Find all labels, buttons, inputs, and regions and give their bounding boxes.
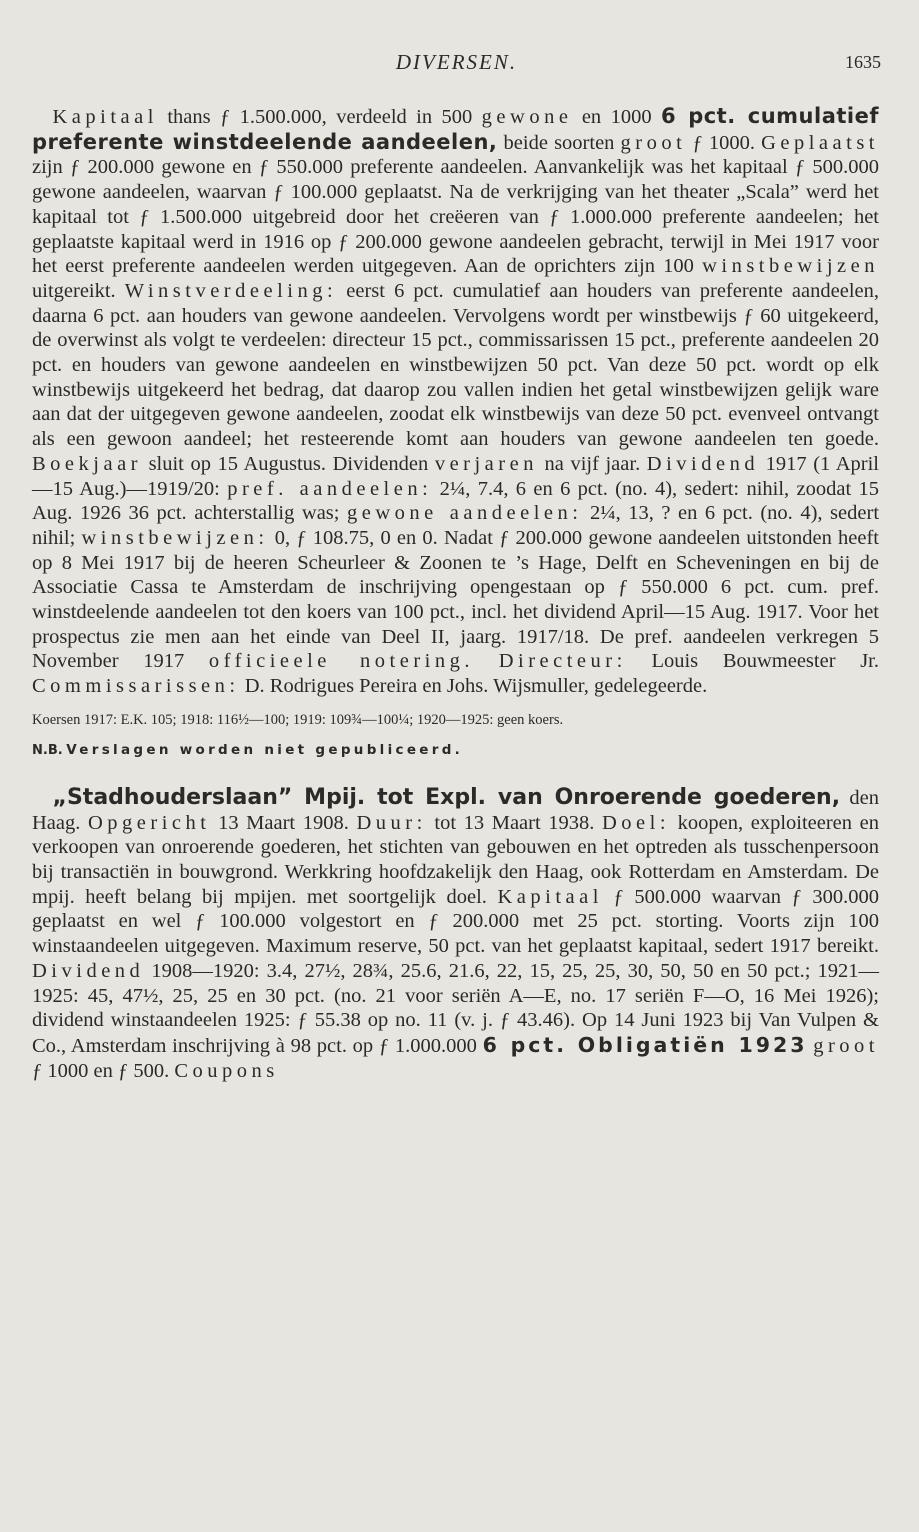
running-title: DIVERSEN. <box>395 50 518 74</box>
page-header <box>32 50 881 82</box>
company-title: „Stadhouderslaan” Mpij. tot Expl. van Onroerende goederen, <box>52 784 841 810</box>
groot-label-2: groot <box>813 1034 879 1057</box>
p1-text-6: uitgereikt. <box>32 279 125 302</box>
p1-text-15: Louis Bouwmeester Jr. <box>626 650 880 673</box>
officieele-notering-label: officieele notering. <box>208 650 475 673</box>
coupons-label: Coupons <box>174 1059 279 1082</box>
p1-text-5: zijn ƒ 200.000 gewone en ƒ 550.000 preferente aandeelen. Aanvankelijk was het kapitaal ƒ 500.000 gewone aandeelen, waarvan ƒ 100.000 geplaatst. Na de verkrijging van het theater „Scala” werd het kapitaal tot ƒ 1.500.000 uitgebreid door het creëeren van ƒ 1.000.000 preferente aandeelen; het geplaatste kapitaal werd in 1916 op ƒ 200.000 gewone aandeelen gebracht, terwijl in Mei 1917 voor het eerst preferente aandeelen werden uitgegeven. Aan de oprichters zijn 100 <box>32 156 879 278</box>
groot-label: groot <box>620 131 687 154</box>
p1-text-7: eerst 6 pct. cumulatief aan houders van preferente aandeelen, daarna 6 pct. aan houders van gewone aandeelen. Vervolgens wordt per winstbewijs ƒ 60 uitgekeerd, de overwinst als volgt te verdeelen: directeur 15 pct., commissarissen 15 pct., preferente aandeelen 20 pct. en houders van gewone aandeelen en winstbewijzen 50 pct. Van deze 50 pct. wordt op elk winstbewijs uitgekeerd het bedrag, dat daarop zou vallen indien het getal winstbewijzen gelijk ware aan dat der uitgegeven gewone aandeelen, zoodat elk winstbewijs van deze 50 pct. evenveel ontvangt als een gewoon aandeel; het resteerende komt aan houders van gewone aandeelen ten goede. <box>32 279 879 451</box>
page-body <box>32 104 879 1083</box>
verjaren-label: verjaren <box>434 452 538 475</box>
kapitaal-label: Kapitaal <box>52 106 158 128</box>
koersen-line: Koersen 1917: E.K. 105; 1918: 116½—100; 1919: 109¾—100¼; 1920—1925: geen koers. <box>32 711 564 728</box>
page-number: 1635 <box>845 52 881 72</box>
p1-text-11: 2¼, 7.4, 6 en 6 pct. (no. 4), sedert: nihil, zoodat 15 Aug. 1926 36 pct. achterstallig was; <box>32 477 879 525</box>
p2-text-4: koopen, exploiteeren en verkoopen van onroerende goederen, het stichten van gebouwen en het optreden als tusschenpersoon bij transactiën in bouwgrond. Werkkring hoofdzakelijk den Haag, ook Rotterdam en Amsterdam. De mpij. heeft belang bij mpijen. met soortgelijk doel. <box>32 811 879 908</box>
winstbewijzen-label: winstbewijzen <box>702 255 879 278</box>
p1-text-1: thans ƒ 1.500.000, verdeeld in 500 <box>157 106 482 128</box>
p1-text-16: D. Rodrigues Pereira en Johs. Wijsmuller, gedelegeerde. <box>239 675 708 698</box>
p1-text-14 <box>474 650 499 672</box>
p1-text-8: sluit op 15 Augustus. Dividenden <box>142 452 435 475</box>
p2-text-1: den Haag. <box>32 786 879 834</box>
nb-note <box>32 739 879 762</box>
obligatien-heading: 6 pct. Obligatiën 1923 <box>482 1032 808 1057</box>
p2-text-8: ƒ 1000 en ƒ 500. <box>32 1059 175 1082</box>
p1-text-9: na vijf jaar. <box>537 452 647 475</box>
paragraph-scala-kapitaal <box>32 104 879 699</box>
p2-text-6: 1908—1920: 3.4, 27½, 28¾, 25.6, 21.6, 22, 15, 25, 25, 30, 50, 50 en 50 pct.; 1921—1925: 45, 47½, 25, 25 en 30 pct. (no. 21 voor seriën A—E, no. 17 seriën F—O, 16 Mei 1926); dividend winstaandeelen 1925: ƒ 55.38 op no. 11 (v. j. ƒ 43.46). Op 14 Juni 1923 bij Van Vulpen & Co., Amsterdam inschrijving à 98 pct. op ƒ 1.000.000 <box>32 959 879 1057</box>
kapitaal-label-2: Kapitaal <box>497 885 603 908</box>
commissarissen-label: Commissarissen: <box>32 675 240 698</box>
dividend-label: Dividend <box>646 452 760 475</box>
geplaatst-label: Geplaatst <box>761 131 879 154</box>
p2-text-2: 13 Maart 1908. <box>210 811 357 834</box>
nb-text: Verslagen worden niet gepubliceerd. <box>66 741 464 758</box>
paragraph-stadhouderslaan <box>32 786 879 1083</box>
p1-text-2: en 1000 <box>572 106 661 128</box>
p1-text-4: ƒ 1000. <box>686 131 762 154</box>
p2-text-5: ƒ 500.000 waarvan ƒ 300.000 geplaatst en wel ƒ 100.000 volgestort en ƒ 200.000 met 25 pct. storting. Voorts zijn 100 winstaandeelen uitgegeven. Maximum reserve, 50 pct. van het geplaatst kapitaal, sedert 1917 bereikt. <box>32 885 879 958</box>
winstverdeeling-label: Winstverdeeling: <box>124 279 338 302</box>
nb-label: N.B. <box>32 742 63 758</box>
p1-text-3: beide soorten <box>497 131 621 154</box>
gewone-label: gewone <box>481 106 573 128</box>
bold-share-type: 6 pct. cumulatief preferente winstdeelende aandeelen, <box>32 104 879 154</box>
duur-label: Duur: <box>356 811 427 834</box>
p1-text-13: 0, ƒ 108.75, 0 en 0. Nadat ƒ 200.000 gewone aandeelen uitstonden heeft op 8 Mei 1917 bij de heeren Scheurleer & Zoonen te ’s Hage, Delft en Scheveningen en bij de Associatie Cassa te Amsterdam de inschrijving opengestaan op ƒ 550.000 6 pct. cum. pref. winstdeelende aandeelen tot den koers van 100 pct., incl. het dividend April—15 Aug. 1917. Voor het prospectus zie men aan het einde van Deel II, jaarg. 1917/18. De pref. aandeelen verkregen 5 November 1917 <box>32 526 879 673</box>
winstbewijzen-label-2: winstbewijzen: <box>81 526 269 549</box>
dividend-label-2: Dividend <box>32 959 145 982</box>
directeur-label: Directeur: <box>498 650 627 673</box>
boekjaar-label: Boekjaar <box>32 452 142 475</box>
opgericht-label: Opgericht <box>87 811 211 834</box>
gewone-aandeelen-label: gewone aandeelen: <box>347 502 583 525</box>
p2-text-3: tot 13 Maart 1938. <box>426 811 602 834</box>
pref-aandeelen-label: pref. aandeelen: <box>227 477 433 500</box>
doel-label: Doel: <box>602 811 671 834</box>
p1-text-12: 2¼, 13, ? en 6 pct. (no. 4), sedert nihil; <box>32 502 880 549</box>
p1-text-10: 1917 (1 April—15 Aug.)—1919/20: <box>32 452 879 500</box>
